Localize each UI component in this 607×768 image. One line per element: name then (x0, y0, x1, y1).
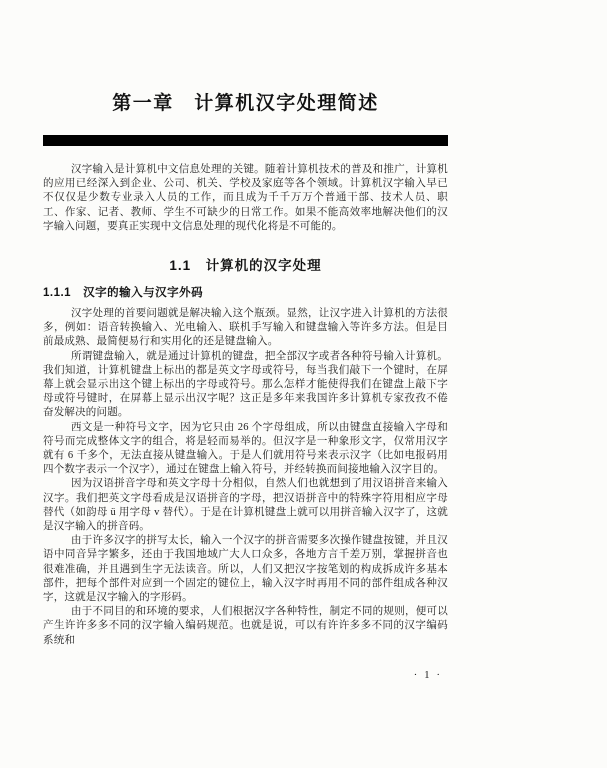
chapter-rule-bar (43, 135, 448, 146)
body-paragraph: 汉字处理的首要问题就是解决输入这个瓶颈。显然，让汉字进入计算机的方法很多，例如：语音转换输入、光电输入、联机手写输入和键盘输入等许多方法。但是目前最成熟、最简便易行和实用化的还是键盘输入。 (43, 308, 448, 348)
body-paragraph: 西文是一种符号文字，因为它只由 26 个字母组成，所以由键盘直接输入字母和符号而完成整体文字的组合，将是轻而易举的。但汉字是一种象形文字，仅常用汉字就有 6 千多个，无法直接从键盘输入。于是人们就用符号来表示汉字（比如电报码用四个数字表示一个汉字），通过在键盘上输入符号，并经转换而间接地输入汉字目的。 (43, 421, 448, 476)
subsection-heading: 1.1.1 汉字的输入与汉字外码 (43, 287, 204, 300)
body-paragraph: 由于不同目的和环境的要求，人们根据汉字各种特性，制定不同的规则，便可以产生许许多多不同的汉字输入编码规范。也就是说，可以有许许多多不同的汉字编码系统和 (43, 606, 448, 646)
intro-paragraph: 汉字输入是计算机中文信息处理的关键。随着计算机技术的普及和推广，计算机的应用已经深入到企业、公司、机关、学校及家庭等各个领域。计算机汉字输入早已不仅仅是少数专业录入人员的工作，而且成为千千万万个普通干部、技术人员、职工、作家、记者、教师、学生不可缺少的日常工作。如果不能高效率地解决他们的汉字输入问题，要真正实现中文信息处理的现代化将是不可能的。 (43, 164, 448, 232)
body-text-block (43, 307, 448, 648)
text-column (43, 0, 448, 682)
body-paragraph: 由于许多汉字的拼写太长，输入一个汉字的拼音需要多次操作键盘按键，并且汉语中同音异字繁多，还由于我国地域广大人口众多，各地方言千差万别，掌握拼音也很难准确，并且遇到生字无法读音。所以，人们又把汉字按笔划的构成拆成许多基本部件，把每个部件对应到一个固定的键位上，输入汉字时再用不同的部件组成各种汉字，这就是汉字输入的字形码。 (43, 535, 448, 604)
page-number: · 1 · (413, 668, 442, 681)
body-paragraph: 因为汉语拼音字母和英文字母十分相似，自然人们也就想到了用汉语拼音来输入汉字。我们把英文字母看成是汉语拼音的字母，把汉语拼音中的特殊字符用相应字母替代（如韵母 ü 用字母 v 替代）。于是在计算机键盘上就可以用拼音输入汉字了，这就是汉字输入的拼音码。 (43, 478, 448, 533)
chapter-title: 第一章 计算机汉字处理简述 (112, 93, 379, 114)
section-heading: 1.1 计算机的汉字处理 (169, 258, 322, 274)
body-paragraph: 所谓键盘输入，就是通过计算机的键盘，把全部汉字或者各种符号输入计算机。我们知道，计算机键盘上标出的都是英文字母或符号，每当我们敲下一个键时，在屏幕上就会显示出这个键上标出的字母或符号。那么怎样才能使得我们在键盘上敲下字母或符号键时，在屏幕上显示出汉字呢？这正是多年来我国许多计算机专家孜孜不倦奋发解决的问题。 (43, 350, 448, 419)
